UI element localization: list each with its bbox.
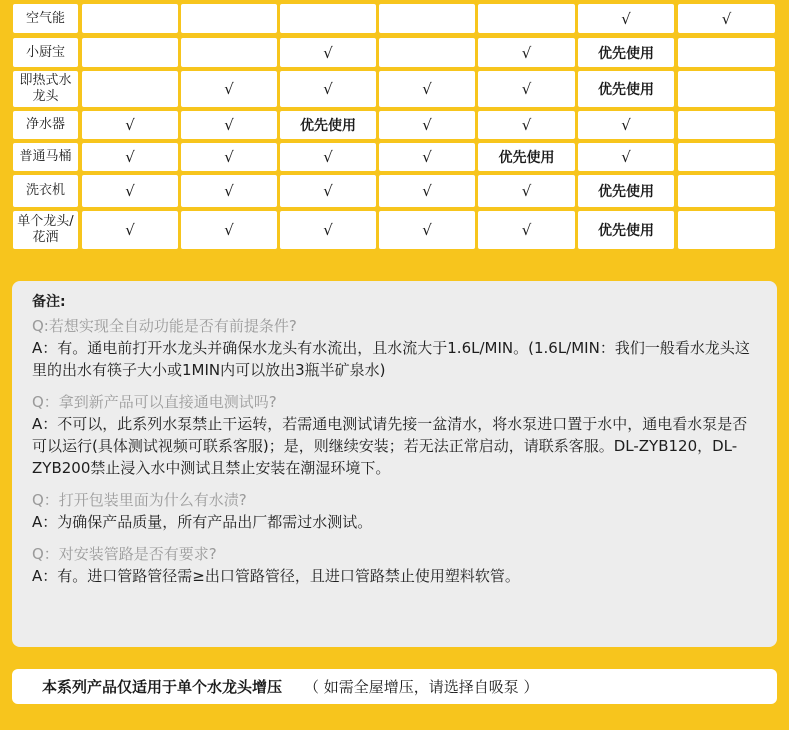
priority-cell: 优先使用	[478, 143, 575, 171]
faq-item-2	[32, 391, 757, 479]
check-mark-cell: √	[478, 175, 575, 207]
empty-cell	[280, 4, 376, 33]
empty-cell	[678, 71, 775, 107]
row-label: 净水器	[13, 111, 78, 139]
check-mark-cell: √	[478, 38, 575, 67]
check-mark-cell: √	[379, 111, 475, 139]
check-mark-cell: √	[578, 111, 674, 139]
faq-question: Q：打开包装里面为什么有水渍?	[32, 491, 247, 509]
row-label: 洗衣机	[13, 175, 78, 207]
check-mark-cell: √	[82, 211, 178, 249]
check-mark-cell: √	[678, 4, 775, 33]
check-mark-cell: √	[181, 211, 277, 249]
check-mark-cell: √	[82, 111, 178, 139]
empty-cell	[678, 38, 775, 67]
check-mark-cell: √	[181, 143, 277, 171]
applicability-banner	[12, 669, 777, 704]
banner-main-text: 本系列产品仅适用于单个水龙头增压	[42, 678, 283, 696]
check-mark-cell: √	[578, 143, 674, 171]
check-mark-cell: √	[478, 71, 575, 107]
check-mark-cell: √	[280, 175, 376, 207]
empty-cell	[181, 38, 277, 67]
check-mark-cell: √	[82, 143, 178, 171]
faq-answer: A：有。进口管路管径需≥出口管路管径，且进口管路禁止使用塑料软管。	[32, 567, 520, 585]
row-label: 即热式水龙头	[13, 71, 78, 107]
empty-cell	[678, 143, 775, 171]
check-mark-cell: √	[181, 71, 277, 107]
notes-panel	[12, 281, 777, 647]
faq-item-4	[32, 543, 757, 587]
check-mark-cell: √	[379, 143, 475, 171]
empty-cell	[379, 38, 475, 67]
banner-aside-text: （ 如需全屋增压，请选择自吸泵 ）	[304, 678, 539, 696]
empty-cell	[379, 4, 475, 33]
row-label: 普通马桶	[13, 143, 78, 171]
empty-cell	[82, 4, 178, 33]
faq-answer: A：不可以，此系列水泵禁止干运转，若需通电测试请先接一盆清水，将水泵进口置于水中，通电看水泵是否可以运行(具体测试视频可联系客服)；是，则继续安装；若无法正常启动，请联系客服。DL-ZYB120，DL-ZYB200禁止浸入水中测试且禁止安装在潮湿环境下。	[32, 415, 748, 477]
check-mark-cell: √	[280, 71, 376, 107]
check-mark-cell: √	[280, 143, 376, 171]
faq-item-1	[32, 315, 757, 381]
priority-cell: 优先使用	[280, 111, 376, 139]
row-label: 单个龙头/花洒	[13, 211, 78, 249]
faq-question: Q：对安装管路是否有要求?	[32, 545, 217, 563]
faq-answer: A：有。通电前打开水龙头并确保水龙头有水流出，且水流大于1.6L/MIN。(1.6L/MIN：我们一般看水龙头这里的出水有筷子大小或1MIN内可以放出3瓶半矿泉水)	[32, 339, 750, 379]
check-mark-cell: √	[379, 71, 475, 107]
empty-cell	[82, 38, 178, 67]
priority-cell: 优先使用	[578, 71, 674, 107]
check-mark-cell: √	[478, 111, 575, 139]
check-mark-cell: √	[181, 111, 277, 139]
check-mark-cell: √	[280, 38, 376, 67]
faq-question: Q:若想实现全自动功能是否有前提条件?	[32, 317, 297, 335]
empty-cell	[478, 4, 575, 33]
priority-cell: 优先使用	[578, 211, 674, 249]
faq-answer: A：为确保产品质量，所有产品出厂都需过水测试。	[32, 513, 373, 531]
check-mark-cell: √	[181, 175, 277, 207]
faq-item-3	[32, 489, 757, 533]
check-mark-cell: √	[379, 175, 475, 207]
faq-question: Q：拿到新产品可以直接通电测试吗?	[32, 393, 277, 411]
check-mark-cell: √	[478, 211, 575, 249]
row-label: 小厨宝	[13, 38, 78, 67]
row-label: 空气能	[13, 4, 78, 33]
empty-cell	[678, 211, 775, 249]
empty-cell	[678, 175, 775, 207]
empty-cell	[82, 71, 178, 107]
empty-cell	[181, 4, 277, 33]
priority-cell: 优先使用	[578, 38, 674, 67]
check-mark-cell: √	[280, 211, 376, 249]
check-mark-cell: √	[578, 4, 674, 33]
notes-title: 备注:	[32, 294, 66, 310]
empty-cell	[678, 111, 775, 139]
check-mark-cell: √	[379, 211, 475, 249]
check-mark-cell: √	[82, 175, 178, 207]
priority-cell: 优先使用	[578, 175, 674, 207]
